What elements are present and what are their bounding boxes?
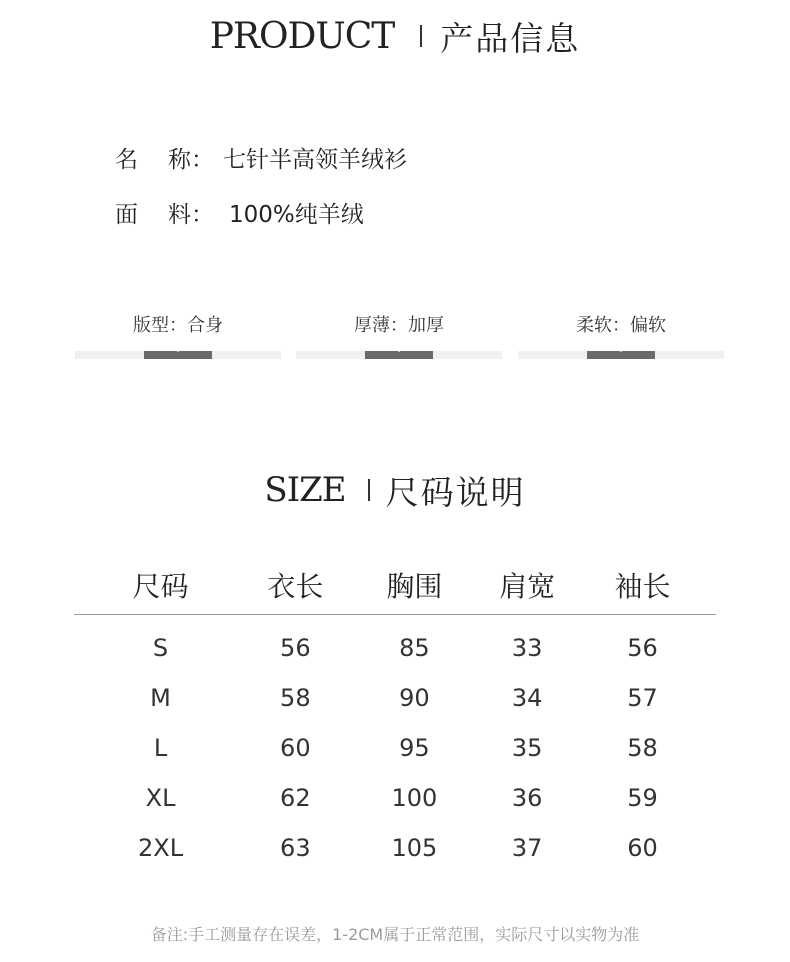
table-cell: 85	[399, 634, 430, 662]
size-header-zh: 尺码说明	[385, 472, 526, 512]
col-header-length: 衣长	[247, 556, 344, 615]
table-cell: 62	[280, 784, 311, 812]
table-cell: L	[153, 734, 168, 762]
size-header-en: SIZE	[264, 470, 346, 510]
header-divider	[368, 479, 370, 501]
scale-fit	[75, 313, 281, 359]
table-cell: 33	[511, 634, 543, 662]
table-row	[74, 723, 716, 773]
scale-label: 版型：合身	[133, 315, 223, 336]
table-cell: 63	[280, 834, 311, 862]
table-cell: 90	[399, 684, 430, 712]
size-table-header-row	[74, 556, 716, 615]
info-row-name	[115, 141, 407, 174]
scale-indicator	[365, 351, 433, 359]
scale-track	[518, 351, 724, 359]
header-divider	[420, 25, 422, 47]
product-info-header	[0, 12, 790, 60]
scale-thickness	[296, 313, 502, 359]
table-row	[74, 773, 716, 823]
table-cell: 60	[627, 834, 658, 862]
table-cell: S	[152, 634, 169, 662]
table-cell: 58	[280, 684, 311, 712]
scale-notch	[615, 347, 627, 352]
size-table	[74, 556, 716, 873]
table-cell: 57	[627, 684, 658, 712]
table-cell: 36	[511, 784, 543, 812]
product-header-en: PRODUCT	[209, 15, 395, 57]
scale-track	[296, 351, 502, 359]
info-label: 面 料：	[115, 202, 214, 228]
scale-notch	[172, 347, 184, 352]
table-cell: 60	[280, 734, 311, 762]
info-value-fabric: 100%纯羊绒	[229, 202, 364, 228]
scale-softness	[518, 313, 724, 359]
table-cell: XL	[145, 784, 176, 812]
table-cell: 2XL	[137, 834, 184, 862]
table-row	[74, 615, 716, 674]
table-cell: 59	[627, 784, 658, 812]
scale-notch	[393, 347, 405, 352]
col-header-chest: 胸围	[344, 556, 486, 615]
measurement-note: 备注:手工测量存在误差，1-2CM属于正常范围，实际尺寸以实物为准	[150, 925, 640, 944]
info-value-name: 七针半高领羊绒衫	[223, 147, 407, 173]
info-row-fabric	[115, 196, 364, 229]
scale-label: 厚薄：加厚	[354, 315, 444, 336]
table-cell: 35	[511, 734, 543, 762]
table-cell: 105	[391, 834, 438, 862]
info-label: 名 称：	[115, 147, 214, 173]
table-cell: 56	[627, 634, 658, 662]
table-row	[74, 823, 716, 873]
table-cell: 56	[280, 634, 311, 662]
product-header-zh: 产品信息	[440, 18, 581, 58]
table-cell: 34	[511, 684, 543, 712]
col-header-shoulder: 肩宽	[485, 556, 569, 615]
table-cell: 37	[511, 834, 543, 862]
col-header-sleeve: 袖长	[569, 556, 716, 615]
scale-indicator	[144, 351, 212, 359]
size-info-header	[0, 466, 790, 514]
table-row	[74, 673, 716, 723]
scale-track	[75, 351, 281, 359]
col-header-size: 尺码	[74, 556, 247, 615]
table-cell: 100	[391, 784, 438, 812]
scale-label: 柔软：偏软	[576, 315, 666, 336]
table-cell: M	[150, 684, 171, 712]
table-cell: 95	[399, 734, 430, 762]
table-cell: 58	[627, 734, 658, 762]
scale-indicator	[587, 351, 655, 359]
